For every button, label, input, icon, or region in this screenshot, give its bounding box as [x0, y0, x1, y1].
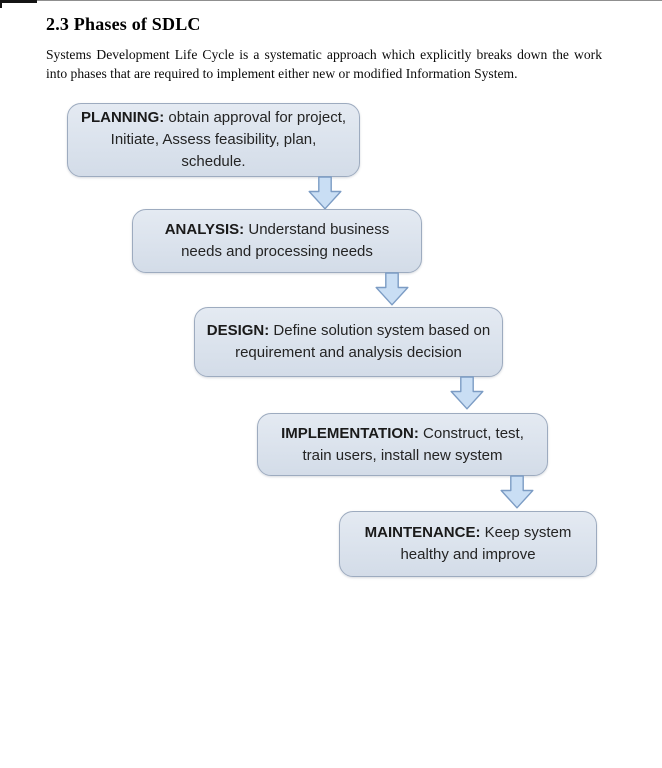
phase-text: [205, 320, 492, 364]
phase-text: [78, 107, 349, 173]
phase-box-analysis: [132, 209, 422, 273]
down-arrow-icon: [450, 376, 484, 410]
intro-paragraph: Systems Development Life Cycle is a systematic approach which explicitly breaks down the work into phases that are required to implement either new or modified Information System.: [46, 46, 602, 81]
down-arrow-icon: [308, 176, 342, 210]
phase-box-maintenance: [339, 511, 597, 577]
phase-description: Keep system healthy and improve: [400, 524, 572, 563]
phase-box-planning: [67, 103, 360, 177]
phase-description: Understand business needs and processing needs: [181, 221, 390, 260]
phase-label: MAINTENANCE:: [364, 524, 481, 541]
phase-label: DESIGN:: [206, 322, 270, 339]
phase-description: obtain approval for project, Initiate, Assess feasibility, plan, schedule.: [110, 109, 347, 170]
page-top-border-corner: [0, 0, 37, 3]
phase-label: PLANNING:: [80, 109, 165, 126]
phase-text: [350, 522, 586, 566]
phase-text: [268, 423, 537, 467]
section-heading: 2.3 Phases of SDLC: [46, 14, 201, 35]
phase-text: [143, 219, 411, 263]
down-arrow-icon: [375, 272, 409, 306]
phase-box-design: [194, 307, 503, 377]
down-arrow-icon: [500, 475, 534, 509]
phase-label: ANALYSIS:: [164, 221, 245, 238]
page-left-border-tick: [0, 0, 2, 8]
page-top-border: [0, 0, 662, 1]
phase-description: Construct, test, train users, install new system: [302, 424, 524, 464]
phase-label: IMPLEMENTATION:: [281, 424, 419, 442]
phase-box-implementation: [257, 413, 548, 476]
phase-description: Define solution system based on requirement and analysis decision: [235, 322, 491, 361]
